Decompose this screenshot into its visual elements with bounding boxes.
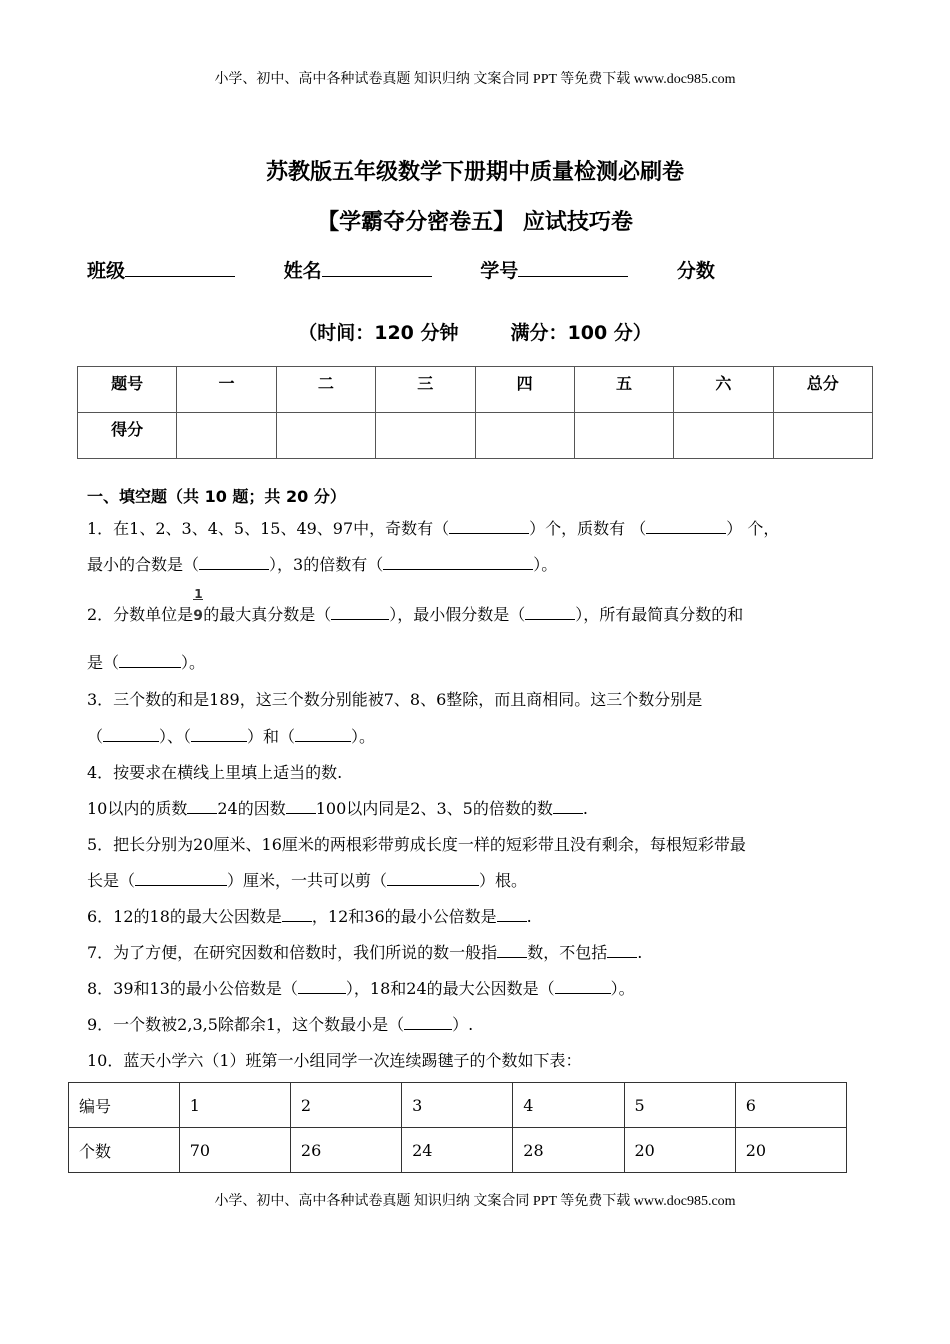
- question-1-line-2: [87, 555, 557, 575]
- answer-blank[interactable]: [199, 555, 269, 570]
- answer-blank[interactable]: [607, 943, 637, 958]
- question-7: [87, 943, 642, 963]
- score-cell[interactable]: [773, 413, 872, 459]
- q7-text: 7．为了方便，在研究因数和倍数时，我们所说的数一般指: [87, 943, 498, 962]
- q2-text: ）。: [181, 653, 206, 672]
- question-6: [87, 907, 532, 927]
- table-row: [69, 1128, 847, 1173]
- table-cell: 20: [624, 1128, 735, 1173]
- q7-text: .: [637, 943, 643, 962]
- q4-text: .: [582, 799, 588, 818]
- shuttlecock-table: [68, 1082, 847, 1173]
- question-4-line-1: 4．按要求在横线上里填上适当的数.: [87, 763, 343, 782]
- q3-text: ）。: [351, 727, 376, 746]
- table-cell: 编号: [69, 1083, 180, 1128]
- score-field: [677, 256, 715, 283]
- score-header-cell: 总分: [773, 367, 872, 413]
- q6-text: 6．12的18的最大公因数是: [87, 907, 282, 926]
- answer-blank[interactable]: [331, 605, 389, 620]
- table-cell: 1: [179, 1083, 290, 1128]
- q4-text: 100以内同是2、3、5的倍数的数: [315, 799, 553, 818]
- q6-text: ，12和36的最小公倍数是: [311, 907, 497, 926]
- score-header-cell: 四: [475, 367, 574, 413]
- fraction-numerator: 1: [194, 587, 203, 601]
- class-line[interactable]: [125, 258, 235, 277]
- table-cell: 个数: [69, 1128, 180, 1173]
- full-score: 满分：100 分）: [510, 322, 652, 344]
- number-field: [480, 256, 628, 283]
- answer-blank[interactable]: [404, 1015, 452, 1030]
- name-label: 姓名: [283, 260, 322, 282]
- q3-text: （: [87, 727, 104, 746]
- score-cell[interactable]: [475, 413, 574, 459]
- score-cell[interactable]: [376, 413, 475, 459]
- table-cell: 2: [290, 1083, 401, 1128]
- answer-blank[interactable]: [449, 519, 529, 534]
- q3-text: ）和（: [247, 727, 296, 746]
- table-cell: 6: [735, 1083, 846, 1128]
- number-label: 学号: [480, 260, 519, 282]
- answer-blank[interactable]: [295, 727, 351, 742]
- question-9: [87, 1015, 473, 1035]
- class-label: 班级: [87, 260, 126, 282]
- time-limit: （时间：120 分钟: [298, 322, 459, 344]
- score-header-cell: 六: [674, 367, 773, 413]
- fraction-bar: [193, 599, 203, 600]
- score-header-cell: 五: [574, 367, 673, 413]
- answer-blank[interactable]: [383, 555, 533, 570]
- footer-watermark: 小学、初中、高中各种试卷真题 知识归纳 文案合同 PPT 等免费下载 www.doc985.com: [214, 1194, 736, 1209]
- answer-blank[interactable]: [646, 519, 726, 534]
- score-header-cell: 一: [177, 367, 276, 413]
- score-cell[interactable]: [276, 413, 375, 459]
- q5-text: ）根。: [479, 871, 528, 890]
- answer-blank[interactable]: [555, 979, 611, 994]
- name-field: [284, 256, 432, 283]
- time-info: [0, 318, 950, 345]
- number-line[interactable]: [518, 258, 628, 277]
- score-header-cell: 二: [276, 367, 375, 413]
- question-2-line-2: [87, 653, 205, 673]
- student-info-row: [87, 256, 757, 283]
- table-cell: 4: [513, 1083, 624, 1128]
- answer-blank[interactable]: [298, 979, 346, 994]
- table-cell: 26: [290, 1128, 401, 1173]
- answer-blank[interactable]: [497, 943, 527, 958]
- q4-text: 24的因数: [217, 799, 286, 818]
- q2-text: 是（: [87, 653, 120, 672]
- q8-text: 8．39和13的最小公倍数是（: [87, 979, 298, 998]
- question-1-line-1: [87, 519, 779, 539]
- question-3-line-1: 3．三个数的和是189，这三个数分别能被7、8、6整除，而且商相同。这三个数分别是: [87, 690, 703, 709]
- header-watermark: 小学、初中、高中各种试卷真题 知识归纳 文案合同 PPT 等免费下载 www.doc985.com: [214, 72, 736, 87]
- table-row: [69, 1083, 847, 1128]
- answer-blank[interactable]: [135, 871, 227, 886]
- q5-text: ）厘米，一共可以剪（: [227, 871, 388, 890]
- table-cell: 3: [402, 1083, 513, 1128]
- q6-text: .: [526, 907, 532, 926]
- score-table-row: [78, 413, 873, 459]
- table-cell: 20: [735, 1128, 846, 1173]
- answer-blank[interactable]: [525, 605, 575, 620]
- q1-text: ），3的倍数有（: [269, 555, 384, 574]
- q1-text: 最小的合数是（: [87, 555, 200, 574]
- section-title: 一、填空题（共 10 题；共 20 分）: [87, 487, 346, 506]
- q3-text: ）、（: [159, 727, 192, 746]
- table-cell: 24: [402, 1128, 513, 1173]
- question-5-line-2: [87, 871, 527, 891]
- q4-text: 10以内的质数: [87, 799, 188, 818]
- question-2-line-1: [87, 587, 744, 626]
- page-title: 苏教版五年级数学下册期中质量检测必刷卷: [265, 160, 684, 185]
- q1-text: 1．在1、2、3、4、5、15、49、97中，奇数有（: [87, 519, 450, 538]
- answer-blank[interactable]: [191, 727, 247, 742]
- score-table-header: [78, 367, 873, 413]
- answer-blank[interactable]: [387, 871, 479, 886]
- answer-blank[interactable]: [497, 907, 527, 922]
- table-cell: 70: [179, 1128, 290, 1173]
- q7-text: 数，不包括: [527, 943, 608, 962]
- score-header-cell: 题号: [78, 367, 177, 413]
- score-header-cell: 三: [376, 367, 475, 413]
- class-field: [87, 256, 235, 283]
- table-cell: 5: [624, 1083, 735, 1128]
- q9-text: 9．一个数被2,3,5除都余1，这个数最小是（: [87, 1015, 405, 1034]
- question-8: [87, 979, 635, 999]
- answer-blank[interactable]: [103, 727, 159, 742]
- page-subtitle: 【学霸夺分密卷五】 应试技巧卷: [317, 210, 633, 235]
- table-cell: 28: [513, 1128, 624, 1173]
- score-cell[interactable]: [674, 413, 773, 459]
- question-4-line-2: [87, 799, 588, 819]
- q1-text: ） 个，: [726, 519, 780, 538]
- q2-text: ），所有最简真分数的和: [575, 605, 744, 624]
- q2-text: 2．分数单位是: [87, 605, 194, 624]
- score-cell[interactable]: [574, 413, 673, 459]
- score-label: 分数: [676, 260, 715, 282]
- fraction-one-ninth: [193, 587, 203, 626]
- q2-text: ），最小假分数是（: [389, 605, 526, 624]
- q2-text: 的最大真分数是（: [203, 605, 332, 624]
- q1-text: ）个，质数有 （: [529, 519, 647, 538]
- fraction-denominator: 9: [193, 608, 203, 624]
- question-3-line-2: [87, 727, 375, 747]
- answer-blank[interactable]: [553, 799, 583, 814]
- answer-blank[interactable]: [282, 907, 312, 922]
- question-5-line-1: 5．把长分别为20厘米、16厘米的两根彩带剪成长度一样的短彩带且没有剩余，每根短彩带最: [87, 835, 746, 854]
- q5-text: 长是（: [87, 871, 136, 890]
- question-10: 10．蓝天小学六（1）班第一小组同学一次连续踢毽子的个数如下表：: [87, 1051, 582, 1070]
- answer-blank[interactable]: [286, 799, 316, 814]
- q1-text: ）。: [533, 555, 558, 574]
- q8-text: ）。: [610, 979, 635, 998]
- score-cell[interactable]: [177, 413, 276, 459]
- score-table: [77, 366, 873, 459]
- answer-blank[interactable]: [119, 653, 181, 668]
- q8-text: ），18和24的最大公因数是（: [345, 979, 555, 998]
- score-row-label: 得分: [78, 413, 177, 459]
- name-line[interactable]: [322, 258, 432, 277]
- q9-text: ）.: [452, 1015, 474, 1034]
- answer-blank[interactable]: [187, 799, 217, 814]
